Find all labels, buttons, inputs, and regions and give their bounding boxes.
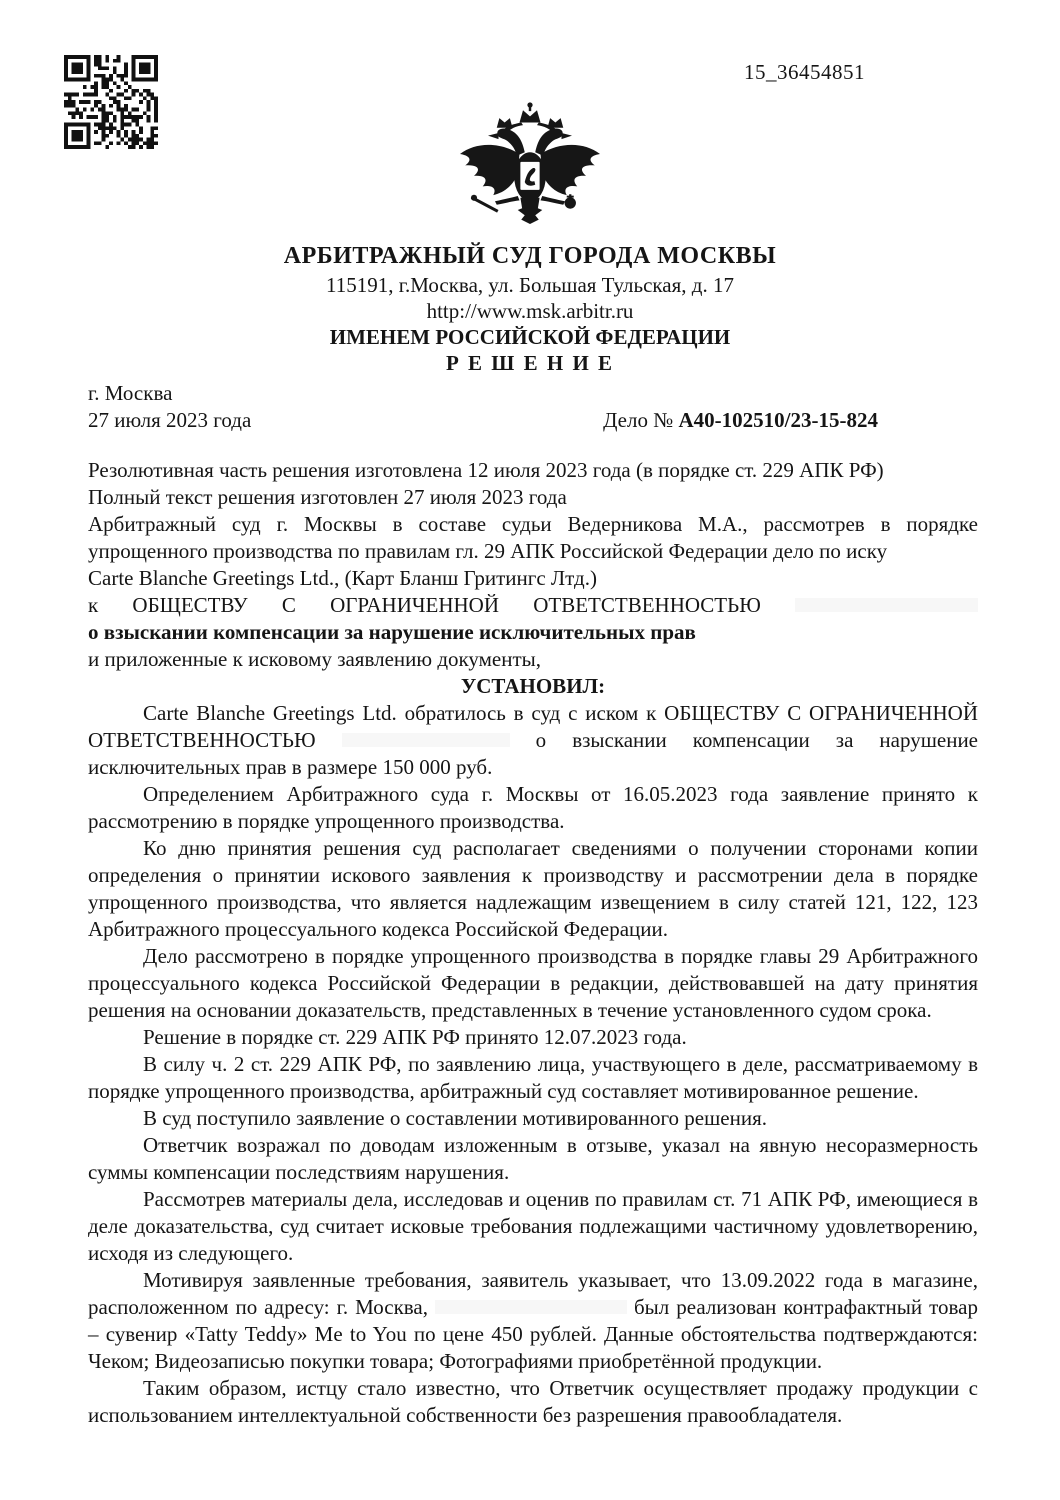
decision-date: 27 июля 2023 года — [88, 408, 252, 432]
case-number-label: Дело № — [603, 408, 679, 432]
paragraph-court-assessment: Рассмотрев материалы дела, исследовав и оценив по правилам ст. 71 АПК РФ, имеющиеся в деле доказательства, суд считает исковые требования подлежащими частичному удовлетворению, исходя из следующего. — [88, 1187, 978, 1265]
court-name: АРБИТРАЖНЫЙ СУД ГОРОДА МОСКВЫ — [283, 243, 777, 269]
redacted-defendant-name-2 — [342, 733, 510, 747]
court-website: http://www.msk.arbitr.ru — [426, 299, 634, 323]
established-heading: УСТАНОВИЛ: — [460, 674, 606, 698]
court-composition-paragraph: Арбитражный суд г. Москвы в составе судьи Ведерникова М.А., рассмотрев в порядке упрощенного производства по правилам гл. 29 АПК Российской Федерации дело по иску — [88, 512, 978, 563]
paragraph-motivated-decision-rule: В силу ч. 2 ст. 229 АПК РФ, по заявлению лица, участвующего в деле, рассматриваемому в порядке упрощенного производства, арбитражный суд составляет мотивированное решение. — [88, 1052, 978, 1103]
defendant-line — [88, 592, 978, 619]
paragraph-claim-filed — [88, 700, 978, 781]
claim-filed-text-2: о взыскании компенсации за нарушение исключительных прав в размере 150 000 руб. — [88, 728, 979, 779]
date-and-case-row — [88, 407, 978, 434]
paragraph-application-received: В суд поступило заявление о составлении мотивированного решения. — [143, 1106, 767, 1130]
redacted-store-address — [435, 1300, 627, 1314]
in-the-name-line: ИМЕНЕМ РОССИЙСКОЙ ФЕДЕРАЦИИ — [329, 325, 731, 349]
claim-motivation-text-2: был реализован контрафактный товар – сувенир «Tatty Teddy» Me to You по цене 450 рублей. Данные обстоятельства подтверждаются: Чеком; Видеозаписью покупки товара; Фотографиями приобретённой продукции. — [88, 1295, 978, 1373]
paragraph-claim-motivation — [88, 1267, 978, 1375]
paragraph-decision-date: Решение в порядке ст. 229 АПК РФ принято 12.07.2023 года. — [143, 1025, 687, 1049]
resolutive-part-line: Резолютивная часть решения изготовлена 12 июля 2023 года (в порядке ст. 229 АПК РФ) — [88, 458, 884, 482]
defendant-text: к ОБЩЕСТВУ С ОГРАНИЧЕННОЙ ОТВЕТСТВЕННОСТЬЮ — [88, 593, 761, 617]
court-header — [0, 243, 1060, 376]
coat-of-arms-eagle-icon — [432, 98, 628, 238]
plaintiff-line: Carte Blanche Greetings Ltd., (Карт Бланш Гритингс Лтд.) — [88, 566, 597, 590]
document-stamp-number: 15_36454851 — [744, 60, 865, 84]
paragraph-notification: Ко дню принятия решения суд располагает сведениями о получении сторонами копии определения о принятии искового заявления к производству и рассмотрении дела в порядке упрощенного производства, что является надлежащим извещением в силу статей 121, 122, 123 Арбитражного процессуального кодекса Российской Федерации. — [88, 836, 978, 941]
paragraph-ruling-accepted: Определением Арбитражного суда г. Москвы от 16.05.2023 года заявление принято к рассмотрению в порядке упрощенного производства. — [88, 782, 978, 833]
case-city: г. Москва — [88, 381, 173, 405]
redacted-defendant-name — [795, 598, 978, 612]
paragraph-defendant-objection: Ответчик возражал по доводам изложенным в отзыве, указал на явную несоразмерность суммы компенсации последствиям нарушения. — [88, 1133, 978, 1184]
claim-subject-line: о взыскании компенсации за нарушение исключительных прав — [88, 620, 696, 644]
court-address: 115191, г.Москва, ул. Большая Тульская, д. 17 — [326, 273, 734, 297]
claim-motivation-text-1: Мотивируя заявленные требования, заявитель указывает, что 13.09.2022 года в магазине, расположенном по адресу: г. Москва, — [88, 1268, 978, 1319]
attachments-line: и приложенные к исковому заявлению документы, — [88, 647, 542, 671]
case-number-cell — [603, 407, 878, 434]
claim-filed-text-1: Carte Blanche Greetings Ltd. обратилось в суд с иском к ОБЩЕСТВУ С ОГРАНИЧЕННОЙ ОТВЕТСТВЕННОСТЬЮ — [88, 701, 978, 752]
document-body — [88, 380, 978, 1429]
decision-title: Р Е Ш Е Н И Е — [445, 351, 615, 375]
paragraph-simplified-procedure: Дело рассмотрено в порядке упрощенного производства в порядке главы 29 Арбитражного процессуального кодекса Российской Федерации в редакции, действовавшей на дату принятия решения на основании доказательств, представленных в течение установленного судом срока. — [88, 944, 978, 1022]
paragraph-conclusion: Таким образом, истцу стало известно, что Ответчик осуществляет продажу продукции с использованием интеллектуальной собственности без разрешения правообладателя. — [88, 1376, 978, 1427]
case-number: А40-102510/23-15-824 — [678, 408, 878, 432]
preamble-section — [88, 457, 978, 673]
qr-code — [64, 54, 158, 150]
full-text-line: Полный текст решения изготовлен 27 июля 2023 года — [88, 485, 567, 509]
